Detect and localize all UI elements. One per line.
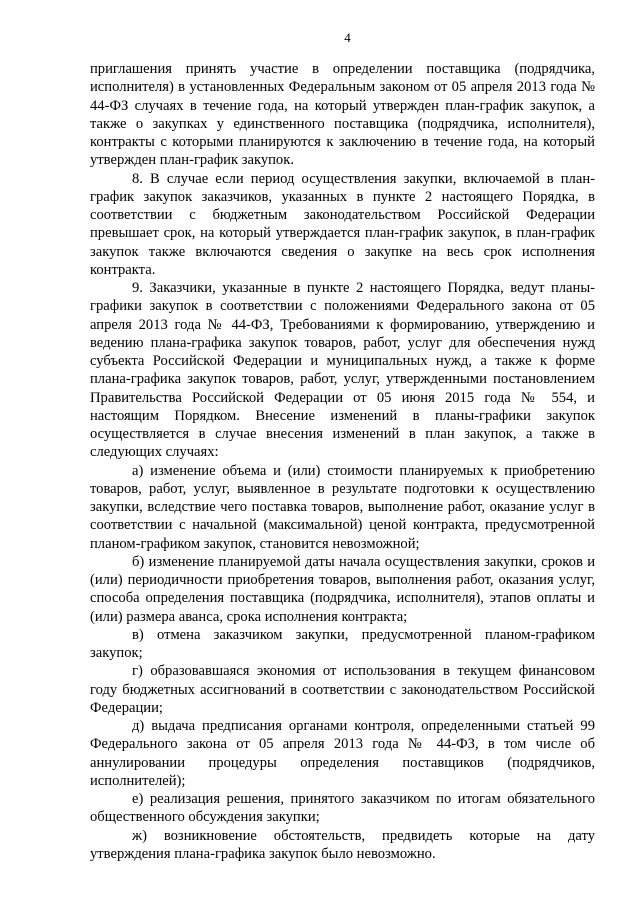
paragraph-item-9: 9. Заказчики, указанные в пункте 2 настоящего Порядка, ведут планы-графики закупок в соответствии с положениями Федерального закона от 05 апреля 2013 года № 44-ФЗ, Требованиями к формированию, утверждению и ведению плана-графика закупок товаров, работ, услуг для обеспечения нужд субъекта Российской Федерации и муниципальных нужд, а также к форме плана-графика закупок товаров, работ, услуг, утвержденными постановлением Правительства Российской Федерации от 05 июня 2015 года № 554, и настоящим Порядком. Внесение изменений в планы-графики закупок осуществляется в случае внесения изменений в план закупок, а также в следующих случаях: (90, 280, 595, 461)
subparagraph-a: а) изменение объема и (или) стоимости планируемых к приобретению товаров, работ, услуг, выявленное в результате подготовки к осуществлению закупки, вследствие чего поставка товаров, выполнение работ, оказание услуг в соответствии с начальной (максимальной) ценой контракта, предусмотренной планом-графиком закупок, становится невозможной; (90, 462, 595, 552)
paragraph-continuation: приглашения принять участие в определении поставщика (подрядчика, исполнителя) в установленных Федеральным законом от 05 апреля 2013 года № 44-ФЗ случаях в течение года, на который утвержден план-график закупок, а также о закупках у единственного поставщика (подрядчика, исполнителя), контракты с которыми планируются к заключению в течение года, на который утвержден план-график закупок. (90, 61, 595, 169)
subparagraph-d: д) выдача предписания органами контроля, определенными статьей 99 Федерального закона от 05 апреля 2013 года № 44-ФЗ, в том числе об аннулировании процедуры определения поставщиков (подрядчиков, исполнителей); (90, 718, 595, 789)
document-page (90, 30, 595, 863)
subparagraph-e: е) реализация решения, принятого заказчиком по итогам обязательного общественного обсуждения закупки; (90, 791, 595, 826)
subparagraph-g: г) образовавшаяся экономия от использования в текущем финансовом году бюджетных ассигнований в соответствии с законодательством Российской Федерации; (90, 663, 595, 716)
subparagraph-zh: ж) возникновение обстоятельств, предвидеть которые на дату утверждения плана-графика закупок было невозможно. (90, 827, 595, 862)
paragraph-item-8: 8. В случае если период осуществления закупки, включаемой в план-график закупок заказчиков, указанных в пункте 2 настоящего Порядка, в соответствии с бюджетным законодательством Российской Федерации превышает срок, на который утверждается план-график закупок, в план-график закупок также включаются сведения о закупке на весь срок исполнения контракта. (90, 170, 595, 278)
subparagraph-b: б) изменение планируемой даты начала осуществления закупки, сроков и (или) периодичности приобретения товаров, выполнения работ, оказания услуг, способа определения поставщика (подрядчика, исполнителя), этапов оплаты и (или) размера аванса, срока исполнения контракта; (90, 553, 595, 625)
subparagraph-v: в) отмена заказчиком закупки, предусмотренной планом-графиком закупок; (90, 626, 595, 661)
page-number: 4 (344, 30, 351, 45)
